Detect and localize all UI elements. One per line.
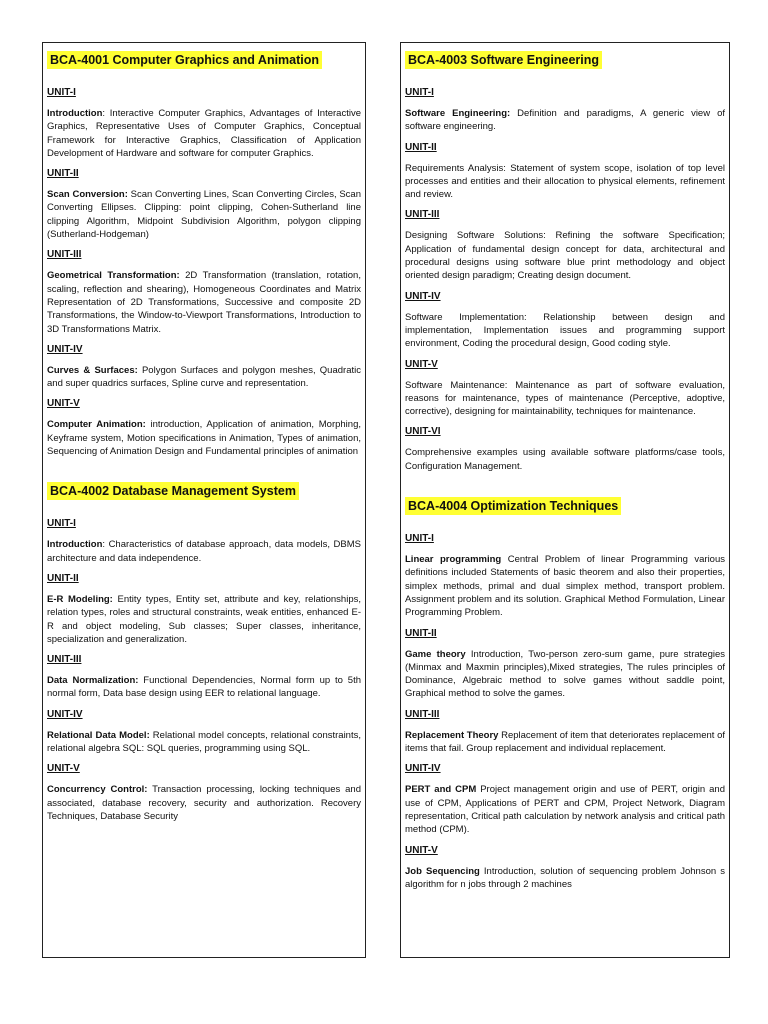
unit-body: Polygon Surfaces and polygon meshes, Quadratic and super quadrics surfaces, Spline curve and representation. [47, 364, 361, 390]
course-bca-4001 [47, 51, 361, 458]
unit-lead: Concurrency Control: [47, 784, 148, 796]
unit-body: Introduction, solution of sequencing problem Johnson s algorithm for n jobs through 2 machines [405, 865, 725, 890]
unit-body: Project management origin and use of PERT, origin and use of CPM, Applications of PERT and CPM, Project Network, Diagram representation, Critical path calculation by network analysis and critical path method (CPM). [405, 784, 725, 836]
unit-body: Requirements Analysis: Statement of system scope, isolation of top level processes and entities and their allocation to physical elements, refinement and review. [405, 162, 725, 201]
unit-body: Functional Dependencies, Normal form up to 5th normal form, Data base design using EER to relational language. [47, 675, 361, 700]
unit-body: Central Problem of linear Programming various definitions included Statements of basic theorem and also their properties, simplex methods, primal and dual simplex method, transport problem. Assignment problem and its solution. Graphical Method Formulation, Linear Programming Problem. [405, 554, 726, 619]
unit-text [405, 107, 725, 134]
unit-lead: Curves & Surfaces: [47, 364, 138, 376]
unit-label: UNIT-II [405, 627, 437, 639]
course-title: BCA-4004 Optimization Techniques [405, 497, 621, 515]
unit-body: Introduction, Two-person zero-sum game, pure strategies (Minmax and Maxmin principles),Mixed strategies, The rules principles of Dominance, Algebraic method to solve games without saddle point, Graphical method to solve the games. [405, 648, 725, 700]
unit-label: UNIT-III [47, 654, 82, 666]
unit-lead: Replacement Theory [405, 729, 499, 741]
unit-label: UNIT-V [47, 763, 80, 775]
unit-text [405, 648, 725, 701]
unit-body: : Characteristics of database approach, data models, DBMS architecture and data independence. [47, 539, 361, 564]
unit-text [405, 783, 725, 836]
unit-body: Designing Software Solutions: Refining the software Specification; Application of fundamental design concept for data, architectural and procedural designs using software blue print methodology and object oriented design paradigm; Creating design document. [405, 230, 725, 282]
unit-body: Software Maintenance: Maintenance as part of software evaluation, reasons for maintenance, types of maintenance (Perceptive, adoptive, corrective), designing for maintainability, techniques for maintenance. [405, 379, 725, 418]
unit-lead: Game theory [405, 648, 466, 660]
unit-lead: PERT and CPM [405, 784, 477, 796]
unit-text [47, 593, 361, 646]
unit-text [47, 269, 361, 335]
unit-text [47, 783, 361, 823]
unit-lead: Job Sequencing [405, 865, 480, 877]
unit-label: UNIT-I [47, 518, 76, 530]
unit-label: UNIT-II [405, 141, 437, 153]
unit-lead: Introduction [47, 108, 103, 119]
unit-lead: Relational Data Model: [47, 729, 150, 741]
unit-text [405, 446, 725, 473]
course-bca-4003 [405, 51, 725, 473]
unit-lead: Data Normalization: [47, 675, 139, 687]
unit-label: UNIT-VI [405, 426, 441, 438]
unit-label: UNIT-IV [405, 290, 441, 302]
unit-label: UNIT-I [47, 87, 76, 98]
unit-label: UNIT-III [405, 708, 440, 720]
unit-body: Scan Converting Lines, Scan Converting Circles, Scan Converting Ellipses. Clipping: point clipping, Cohen-Sutherland line clipping Algorithm, Midpoint Subdivision Algorithm, polygon clipping (Sutherland-Hodgeman) [47, 189, 361, 241]
unit-body: Transaction processing, locking techniques and associated, database recovery, security and authorization. Recovery Techniques, Database Security [47, 784, 361, 822]
unit-text [47, 418, 361, 458]
unit-text [47, 107, 361, 160]
unit-label: UNIT-I [405, 87, 434, 98]
unit-label: UNIT-IV [47, 708, 83, 720]
unit-label: UNIT-II [47, 572, 79, 584]
unit-label: UNIT-IV [405, 763, 441, 775]
unit-label: UNIT-II [47, 168, 79, 180]
unit-body: Definition and paradigms, A generic view of software engineering. [405, 108, 725, 133]
unit-text [47, 188, 361, 241]
unit-lead: E-R Modeling: [47, 593, 113, 605]
unit-text [47, 538, 361, 565]
course-title: BCA-4001 Computer Graphics and Animation [47, 51, 322, 69]
unit-label: UNIT-V [405, 358, 438, 370]
course-bca-4002 [47, 482, 361, 823]
unit-body: introduction, Application of animation, Morphing, Keyframe system, Motion specifications in Animation, Types of animation, Sequencing of Animation Design and Fundamental principles of animation [47, 419, 361, 458]
course-title: BCA-4002 Database Management System [47, 482, 299, 500]
unit-body: Software Implementation: Relationship between design and implementation, Implementation issues and programming support environment, Coding the procedural design, Good coding style. [405, 311, 725, 350]
course-bca-4004 [405, 497, 725, 891]
unit-text [47, 674, 361, 701]
unit-lead: Scan Conversion: [47, 189, 128, 201]
unit-body: : Interactive Computer Graphics, Advantages of Interactive Graphics, Representative Uses of Computer Graphics, Conceptual Framework for Interactive Graphics, Classification of Application Development of Hardware and software for computer Graphics. [47, 108, 361, 159]
unit-lead: Geometrical Transformation: [47, 270, 180, 282]
unit-text [405, 379, 725, 419]
unit-body: Entity types, Entity set, attribute and key, relationships, relation types, roles and structural constraints, weak entities, enhanced E-R and object modeling, Sub classes; Super classes, inheritance, specialization and generalization. [47, 593, 361, 645]
course-title: BCA-4003 Software Engineering [405, 51, 602, 69]
left-column [42, 42, 366, 958]
unit-text [405, 311, 725, 351]
unit-text [405, 229, 725, 282]
unit-lead: Linear programming [405, 554, 502, 566]
unit-label: UNIT-III [405, 209, 440, 221]
unit-lead: Computer Animation: [47, 419, 146, 431]
unit-text [47, 729, 361, 756]
unit-body: Replacement of item that deteriorates replacement of items that fail. Group replacement and individual replacement. [405, 729, 725, 755]
right-column [400, 42, 730, 958]
unit-body: Comprehensive examples using available software platforms/case tools, Configuration Management. [405, 447, 725, 472]
unit-lead: Software Engineering: [405, 108, 511, 119]
unit-text [405, 865, 725, 892]
unit-label: UNIT-I [405, 533, 434, 545]
unit-lead: Introduction [47, 539, 103, 551]
unit-label: UNIT-IV [47, 343, 83, 355]
unit-label: UNIT-V [405, 844, 438, 856]
unit-text [405, 729, 725, 756]
unit-text [405, 553, 725, 619]
unit-body: Relational model concepts, relational constraints, relational algebra SQL: SQL queries, programming using SQL. [47, 729, 361, 755]
unit-label: UNIT-V [47, 398, 80, 410]
unit-label: UNIT-III [47, 249, 82, 261]
unit-body: 2D Transformation (translation, rotation, scaling, reflection and shearing), Homogeneous Coordinates and Matrix Representation of 2D Transformations, Successive and composite 2D Transformations, the Window-to-Viewport Transformations, Introduction to 3D Transformations Matrix. [47, 270, 361, 335]
unit-text [405, 162, 725, 202]
unit-text [47, 364, 361, 391]
